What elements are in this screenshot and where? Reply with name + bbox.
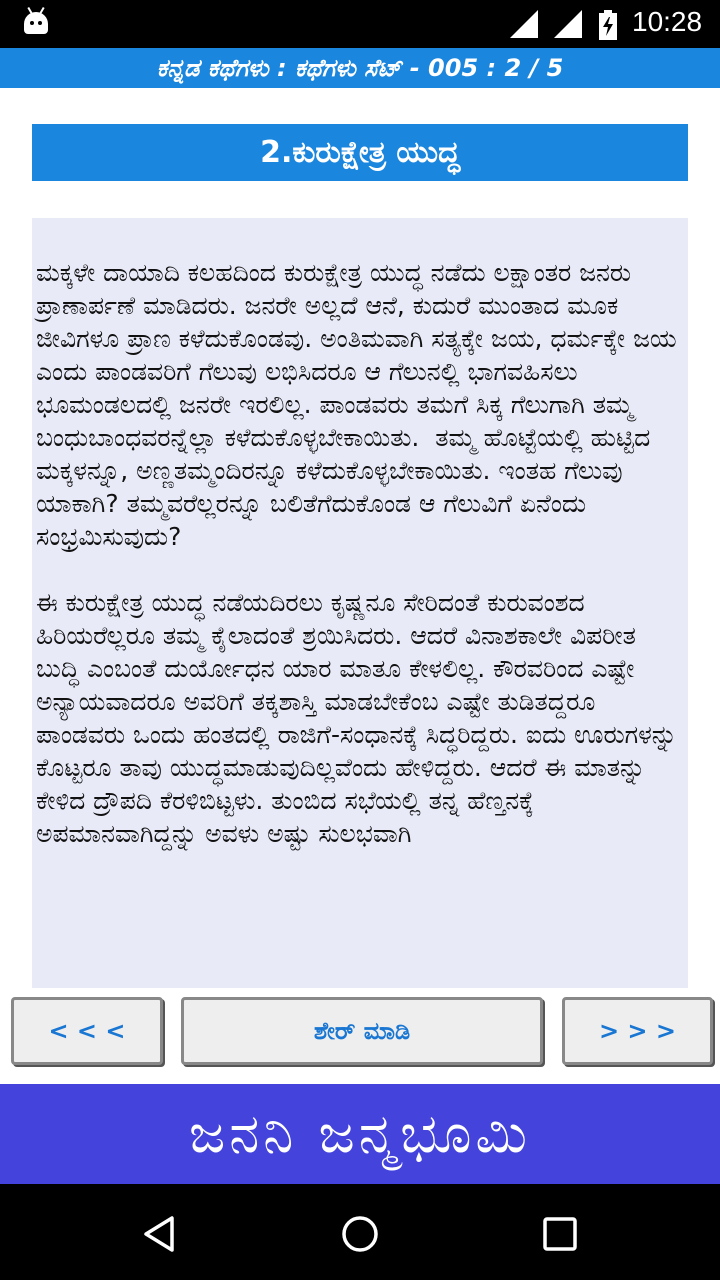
next-button[interactable] <box>562 997 713 1065</box>
system-navigation-bar <box>0 1184 720 1280</box>
banner-text: ಜನನಿ ಜನ್ಮಭೂಮಿ <box>188 1102 532 1165</box>
story-body-scroll[interactable] <box>32 218 688 988</box>
previous-button[interactable] <box>11 997 163 1065</box>
signal-icon <box>508 10 540 38</box>
next-label: > > > <box>598 1017 677 1045</box>
previous-label: < < < <box>48 1017 126 1045</box>
android-notification-icon <box>24 12 48 34</box>
status-bar <box>0 0 720 48</box>
share-label: ಶೇರ್ ಮಾಡಿ <box>313 1017 411 1045</box>
back-icon[interactable] <box>140 1214 180 1254</box>
app-title-bar <box>0 48 720 88</box>
cell-signal-icon <box>552 10 584 38</box>
story-heading <box>32 124 688 181</box>
page-title: ಕನ್ನಡ ಕಥೆಗಳು : ಕಥೆಗಳು ಸೆಟ್ - 005 : 2 / 5 <box>156 54 564 82</box>
story-title: 2.ಕುರುಕ್ಷೇತ್ರ ಯುದ್ಧ <box>260 135 460 170</box>
status-time: 10:28 <box>632 6 703 37</box>
share-button[interactable] <box>181 997 543 1065</box>
home-icon[interactable] <box>340 1214 380 1254</box>
recent-apps-icon[interactable] <box>542 1214 578 1254</box>
ad-banner[interactable] <box>0 1084 720 1184</box>
story-text: ಮಕ್ಕಳೇ ದಾಯಾದಿ ಕಲಹದಿಂದ ಕುರುಕ್ಷೇತ್ರ ಯುದ್ಧ ನಡೆದು ಲಕ್ಷಾಂತರ ಜನರು ಪ್ರಾಣಾರ್ಪಣೆ ಮಾಡಿದರು. ಜನರೇ ಅಲ್ಲದೆ ಆನೆ, ಕುದುರೆ ಮುಂತಾದ ಮೂಕ ಜೀವಿಗಳೂ ಪ್ರಾಣ ಕಳೆದುಕೊಂಡವು. ಅಂತಿಮವಾಗಿ ಸತ್ಯಕ್ಕೇ ಜಯ, ಧರ್ಮಕ್ಕೇ ಜಯ ಎಂದು ಪಾಂಡವರಿಗೆ ಗೆಲುವು ಲಭಿಸಿದರೂ ಆ ಗೆಲುನಲ್ಲಿ ಭಾಗವಹಿಸಲು ಭೂಮಂಡಲದಲ್ಲಿ ಜನರೇ ಇರಲಿಲ್ಲ. ಪಾಂಡವರು ತಮಗೆ ಸಿಕ್ಕ ಗೆಲುಗಾಗಿ ತಮ್ಮ ಬಂಧುಬಾಂಧವರನ್ನೆಲ್ಲಾ ಕಳೆದುಕೊಳ್ಳಬೇಕಾಯಿತು. ತಮ್ಮ ಹೊಟ್ಟೆಯಲ್ಲಿ ಹುಟ್ಟಿದ ಮಕ್ಕಳನ್ನೂ, ಅಣ್ಣತಮ್ಮಂದಿರನ್ನೂ ಕಳೆದುಕೊಳ್ಳಬೇಕಾಯಿತು. ಇಂತಹ ಗೆಲುವು ಯಾಕಾಗಿ? ತಮ್ಮವರೆಲ್ಲರನ್ನೂ ಬಲಿತೆಗೆದುಕೊಂಡ ಆ ಗೆಲುವಿಗೆ ಏನೆಂದು ಸಂಭ್ರಮಿಸುವುದು? ಈ ಕುರುಕ್ಷೇತ್ರ ಯುದ್ಧ ನಡೆಯದಿರಲು ಕೃಷ್ಣನೂ ಸೇರಿದಂತೆ ಕುರುವಂಶದ ಹಿರಿಯರೆಲ್ಲರೂ ತಮ್ಮ ಕೈಲಾದಂತೆ ಶ್ರಯಿಸಿದರು. ಆದರೆ ವಿನಾಶಕಾಲೇ ವಿಪರೀತ ಬುದ್ಧಿ ಎಂಬಂತೆ ದುರ್ಯೋಧನ ಯಾರ ಮಾತೂ ಕೇಳಲಿಲ್ಲ. ಕೌರವರಿಂದ ಎಷ್ಟೇ ಅನ್ಯಾಯವಾದರೂ ಅವರಿಗೆ ತಕ್ಕಶಾಸ್ತಿ ಮಾಡಬೇಕೆಂಬ ಎಷ್ಟೇ ತುಡಿತದ್ದರೂ ಪಾಂಡವರು ಒಂದು ಹಂತದಲ್ಲಿ ರಾಜಿಗೆ-ಸಂಧಾನಕ್ಕೆ ಸಿದ್ಧರಿದ್ದರು. ಐದು ಊರುಗಳನ್ನು ಕೊಟ್ಟರೂ ತಾವು ಯುದ್ಧಮಾಡುವುದಿಲ್ಲವೆಂದು ಹೇಳಿದ್ದರು. ಆದರೆ ಈ ಮಾತನ್ನು ಕೇಳಿದ ದ್ರೌಪದಿ ಕೆರಳಿಬಿಟ್ಟಳು. ತುಂಬಿದ ಸಭೆಯಲ್ಲಿ ತನ್ನ ಹೆಣ್ತನಕ್ಕೆ ಅಪಮಾನವಾಗಿದ್ದನ್ನು ಅವಳು ಅಷ್ಟು ಸುಲಭವಾಗಿ <box>36 258 678 848</box>
battery-charging-icon <box>598 10 618 40</box>
